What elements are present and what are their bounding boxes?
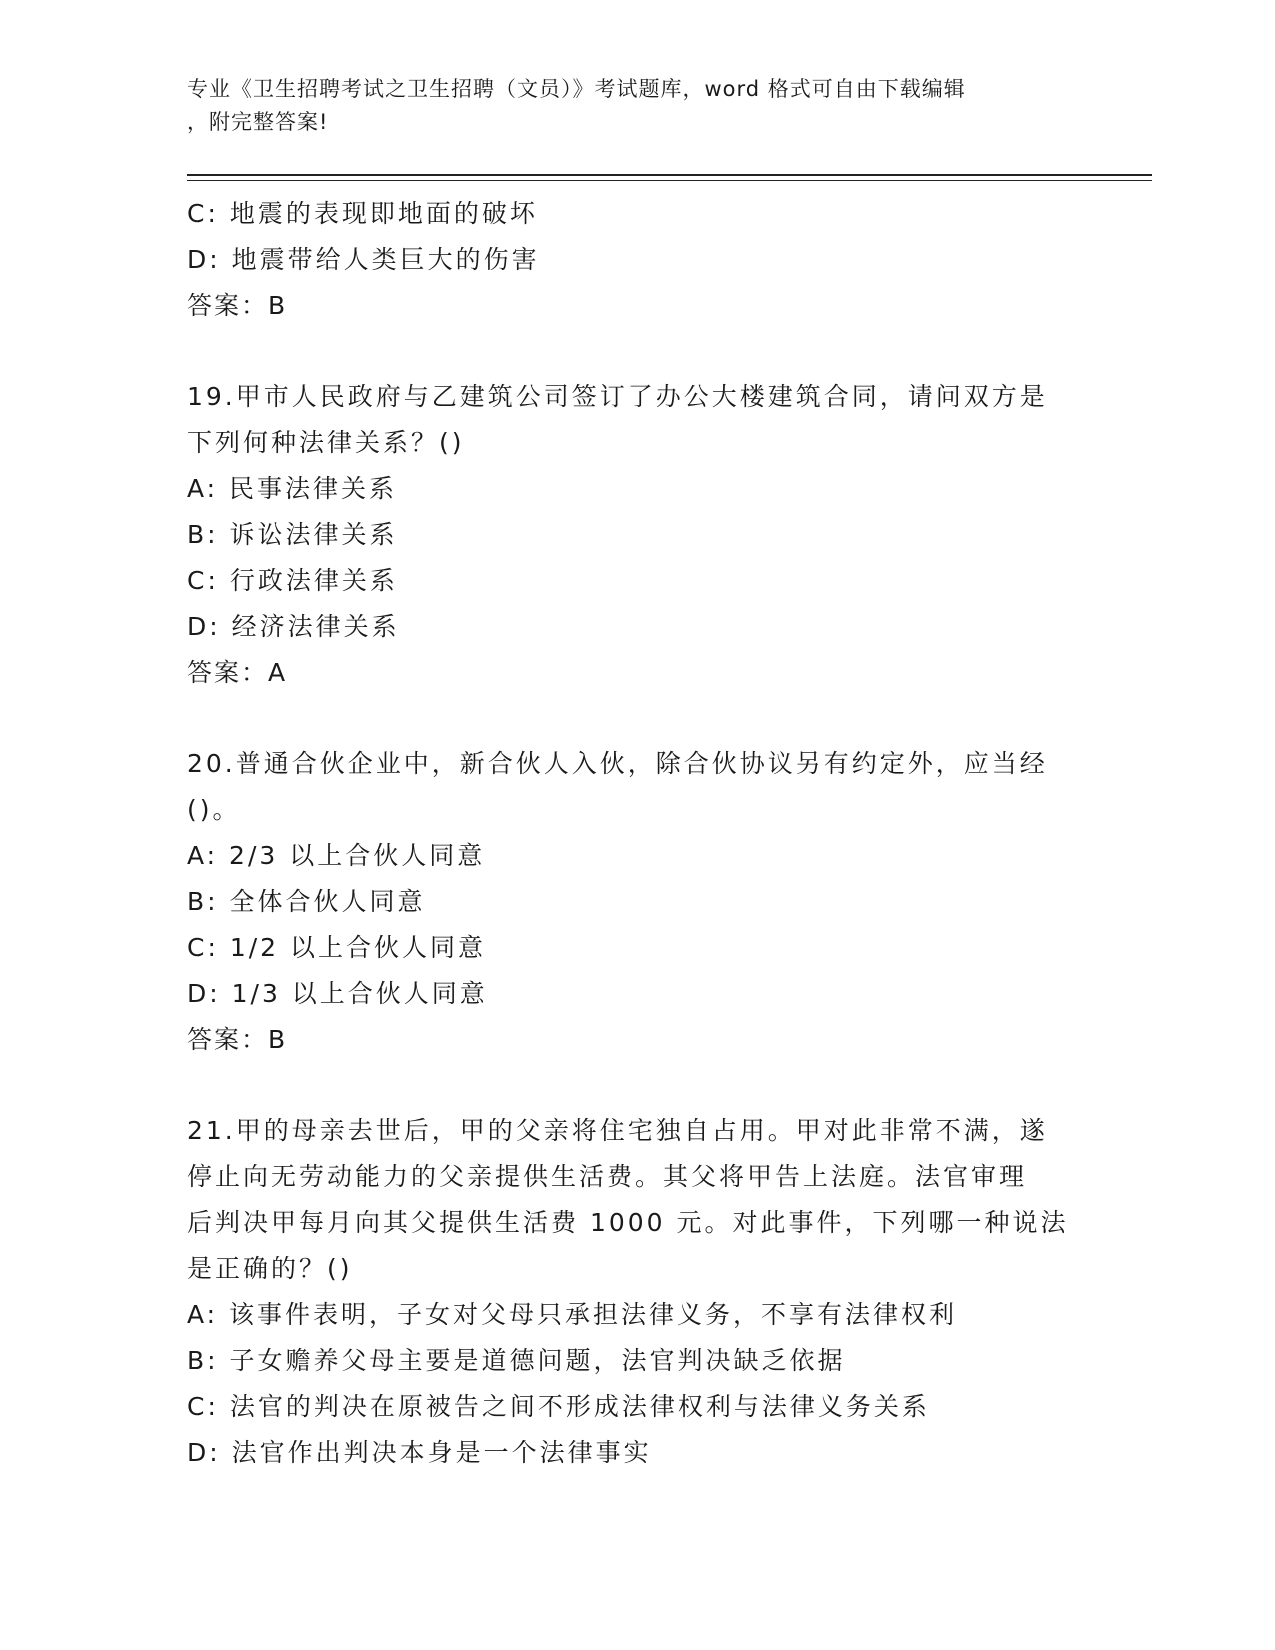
option-b: B: 诉讼法律关系	[187, 520, 398, 549]
option-c: C: 1/2 以上合伙人同意	[187, 933, 487, 962]
option-d: D: 经济法律关系	[187, 612, 400, 641]
question-21	[187, 1108, 1067, 1476]
answer-line: 答案：B	[187, 1025, 288, 1054]
option-c: C: 行政法律关系	[187, 566, 398, 595]
question-stem-line: 21.甲的母亲去世后，甲的父亲将住宅独自占用。甲对此非常不满，遂	[187, 1116, 1048, 1145]
header-divider-thick	[187, 174, 1152, 176]
question-stem-line: 20.普通合伙企业中，新合伙人入伙，除合伙协议另有约定外，应当经	[187, 749, 1048, 778]
question-stem-line: 后判决甲每月向其父提供生活费 1000 元。对此事件，下列哪一种说法	[187, 1208, 1069, 1237]
question-stem-line: 19.甲市人民政府与乙建筑公司签订了办公大楼建筑合同，请问双方是	[187, 382, 1048, 411]
option-b: B: 子女赡养父母主要是道德问题，法官判决缺乏依据	[187, 1346, 846, 1375]
option-a: A: 该事件表明，子女对父母只承担法律义务，不享有法律权利	[187, 1300, 958, 1329]
spacer	[187, 696, 1067, 741]
option-d: D: 法官作出判决本身是一个法律事实	[187, 1438, 652, 1467]
question-20	[187, 741, 1067, 1063]
header-line-2: ，附完整答案!	[187, 110, 329, 134]
option-b: B: 全体合伙人同意	[187, 887, 426, 916]
answer-line: 答案：B	[187, 291, 288, 320]
spacer	[187, 329, 1067, 374]
question-stem-line: ()。	[187, 795, 241, 824]
question-stem-line: 停止向无劳动能力的父亲提供生活费。其父将甲告上法庭。法官审理	[187, 1162, 1028, 1191]
question-19	[187, 374, 1067, 696]
option-d: D: 地震带给人类巨大的伤害	[187, 245, 540, 274]
option-d: D: 1/3 以上合伙人同意	[187, 979, 488, 1008]
question-list	[187, 191, 1067, 1476]
option-c: C: 地震的表现即地面的破坏	[187, 199, 538, 228]
question-18-tail	[187, 191, 1067, 329]
option-c: C: 法官的判决在原被告之间不形成法律权利与法律义务关系	[187, 1392, 930, 1421]
question-stem-line: 下列何种法律关系？()	[187, 428, 465, 457]
question-stem-line: 是正确的？()	[187, 1254, 353, 1283]
option-a: A: 2/3 以上合伙人同意	[187, 841, 486, 870]
page-header	[187, 73, 1067, 139]
answer-line: 答案：A	[187, 658, 288, 687]
spacer	[187, 1063, 1067, 1108]
option-a: A: 民事法律关系	[187, 474, 398, 503]
header-divider-thin	[187, 180, 1152, 181]
header-line-1: 专业《卫生招聘考试之卫生招聘（文员）》考试题库，word 格式可自由下载编辑	[187, 77, 966, 101]
